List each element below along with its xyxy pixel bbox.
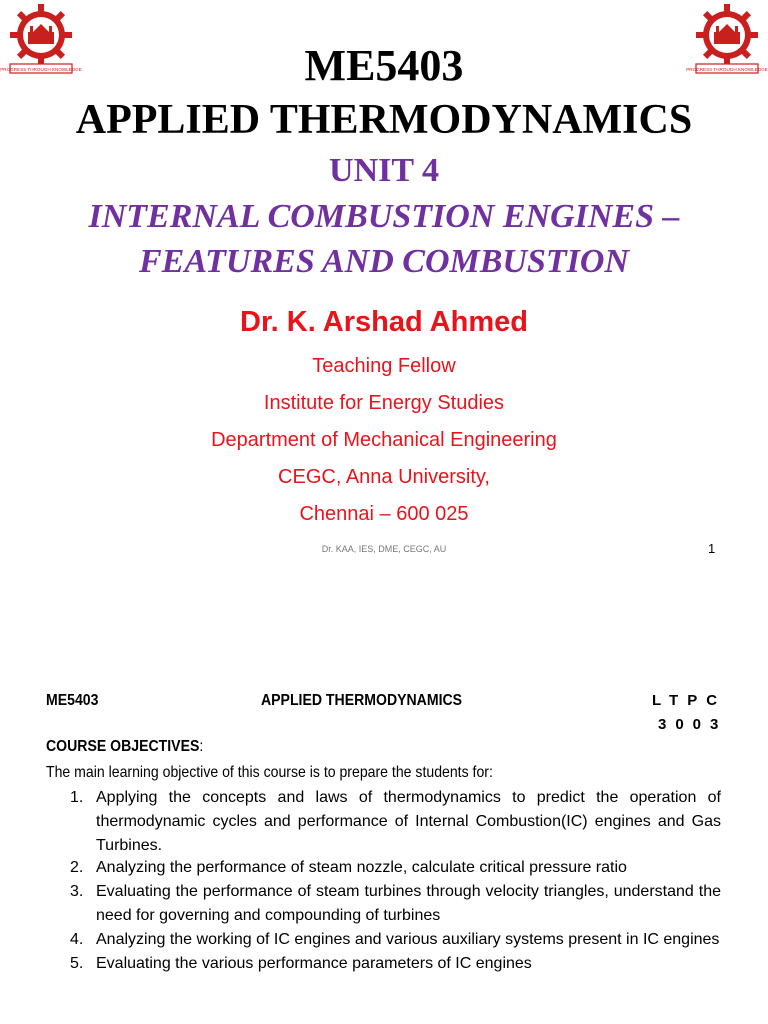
objective-line: Evaluating the performance of steam turbines through velocity triangles, understand the xyxy=(96,883,721,900)
objective-line: thermodynamic cycles and performance of Internal Combustion(IC) engines and Gas xyxy=(96,813,721,830)
objective-line: Applying the concepts and laws of thermodynamics to predict the operation of xyxy=(96,789,721,806)
course-code: ME5403 xyxy=(304,41,464,90)
objective-text xyxy=(96,880,721,928)
objective-number: 5. xyxy=(70,955,84,972)
affiliation-department: Department of Mechanical Engineering xyxy=(211,429,557,451)
slide-number: 1 xyxy=(708,541,716,556)
topic-line-2: FEATURES AND COMBUSTION xyxy=(139,243,629,280)
ltpc-header: LTPC xyxy=(652,692,727,709)
objective-line: Analyzing the working of IC engines and various auxiliary systems present in IC engines xyxy=(96,931,720,948)
objectives-heading-colon: : xyxy=(199,738,204,755)
affiliation-institute: Institute for Energy Studies xyxy=(263,392,505,414)
objective-text xyxy=(96,786,721,858)
ltpc-values: 3003 xyxy=(658,716,728,733)
objective-text xyxy=(96,952,721,976)
objective-number: 1. xyxy=(70,789,84,806)
affiliation-role: Teaching Fellow xyxy=(312,355,456,377)
syllabus-course-title: APPLIED THERMODYNAMICS xyxy=(261,692,463,709)
author-name: Dr. K. Arshad Ahmed xyxy=(240,306,528,338)
slide-footer: Dr. KAA, IES, DME, CEGC, AU xyxy=(321,544,447,554)
objectives-intro: The main learning objective of this course is to prepare the students for: xyxy=(46,764,493,781)
unit-label: UNIT 4 xyxy=(329,152,439,189)
syllabus-course-code: ME5403 xyxy=(46,692,99,709)
topic-line-1: INTERNAL COMBUSTION ENGINES – xyxy=(88,198,680,235)
logo-motto: PROGRESS THROUGH KNOWLEDGE xyxy=(0,67,82,72)
objective-number: 4. xyxy=(70,931,84,948)
objective-number: 3. xyxy=(70,883,84,900)
objective-line: need for governing and compounding of turbines xyxy=(96,907,441,924)
objective-line: Evaluating the various performance parameters of IC engines xyxy=(96,955,532,972)
objective-text xyxy=(96,928,721,952)
affiliation-city: Chennai – 600 025 xyxy=(299,503,469,525)
objectives-heading xyxy=(46,738,203,756)
objective-line: Analyzing the performance of steam nozzle, calculate critical pressure ratio xyxy=(96,859,627,876)
objective-number: 2. xyxy=(70,859,84,876)
syllabus-slide xyxy=(0,576,768,1024)
course-title: APPLIED THERMODYNAMICS xyxy=(75,97,693,143)
affiliation-college: CEGC, Anna University, xyxy=(278,466,490,488)
logo-motto-right: PROGRESS THROUGH KNOWLEDGE xyxy=(686,67,768,72)
objectives-heading-text: COURSE OBJECTIVES xyxy=(46,738,200,755)
objective-line: Turbines. xyxy=(96,837,163,854)
objective-text xyxy=(96,856,721,880)
